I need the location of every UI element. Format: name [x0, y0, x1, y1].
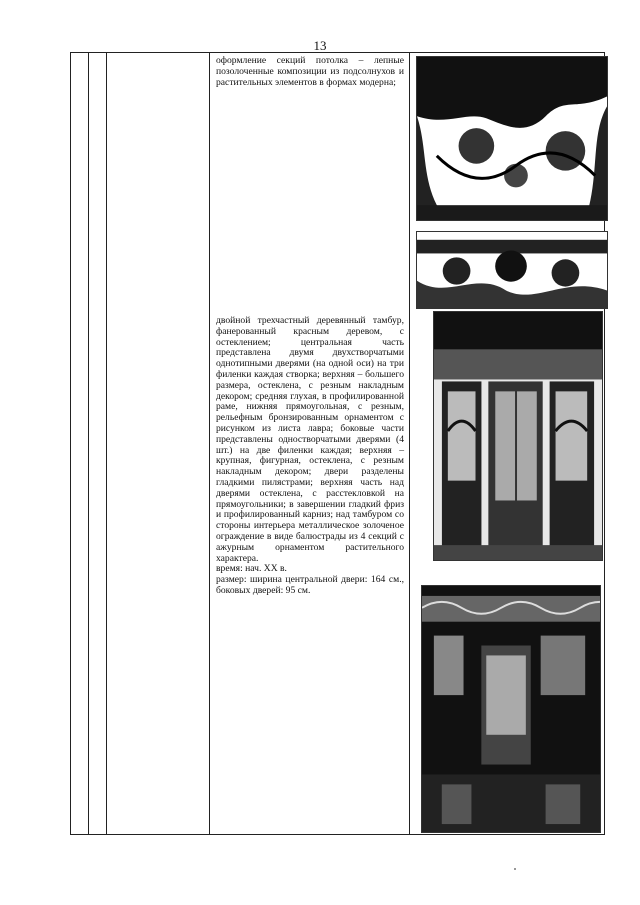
tambour-description: двойной трехчастный деревянный тамбур, фанерованный красным деревом, с остеклением; центральная часть представлена двумя двухстворчатыми однотипными дверями (на одной оси) на три филенки каждая створка; верхняя – большего размера, остеклена, с резным накладным декором; средняя глухая, в профилированной раме, нижняя прямоугольная, с резным, рельефным бронзированным орнаментом с рисунком из листа лавра; боковые части представлены одностворчатыми дверями (4 шт.) на две филенки каждая; верхняя – крупная, фигурная, остеклена, с резным накладным декором; двери разделены гладкими пилястрами; верхняя часть над дверями остеклена, с расстекловкой на прямоугольники; в завершении гладкий фриз и профилированный карниз; над тамбуром со стороны интерьера металлическое золоченое ограждение в виде балюстрады из 4 секций с ажурным орнаментом растительного характера. время: нач. XX в. размер: ширина центральной двери: 164 см., боковых дверей: 95 см. — [216, 315, 404, 596]
scan-speck — [514, 868, 516, 870]
ceiling-description: оформление секций потолка – лепные позолоченные композиции из подсолнухов и растительных элементов в формах модерна; — [216, 55, 404, 88]
description-table — [70, 52, 605, 835]
tambour-doors-photo — [433, 311, 603, 561]
column-divider — [209, 53, 210, 834]
column-divider — [88, 53, 89, 834]
balustrade-interior-photo — [421, 585, 601, 833]
column-divider — [106, 53, 107, 834]
column-divider — [409, 53, 410, 834]
page-number: 13 — [313, 38, 327, 53]
ceiling-stucco-sunflower-photo — [416, 56, 608, 221]
ceiling-frieze-photo — [416, 231, 608, 309]
